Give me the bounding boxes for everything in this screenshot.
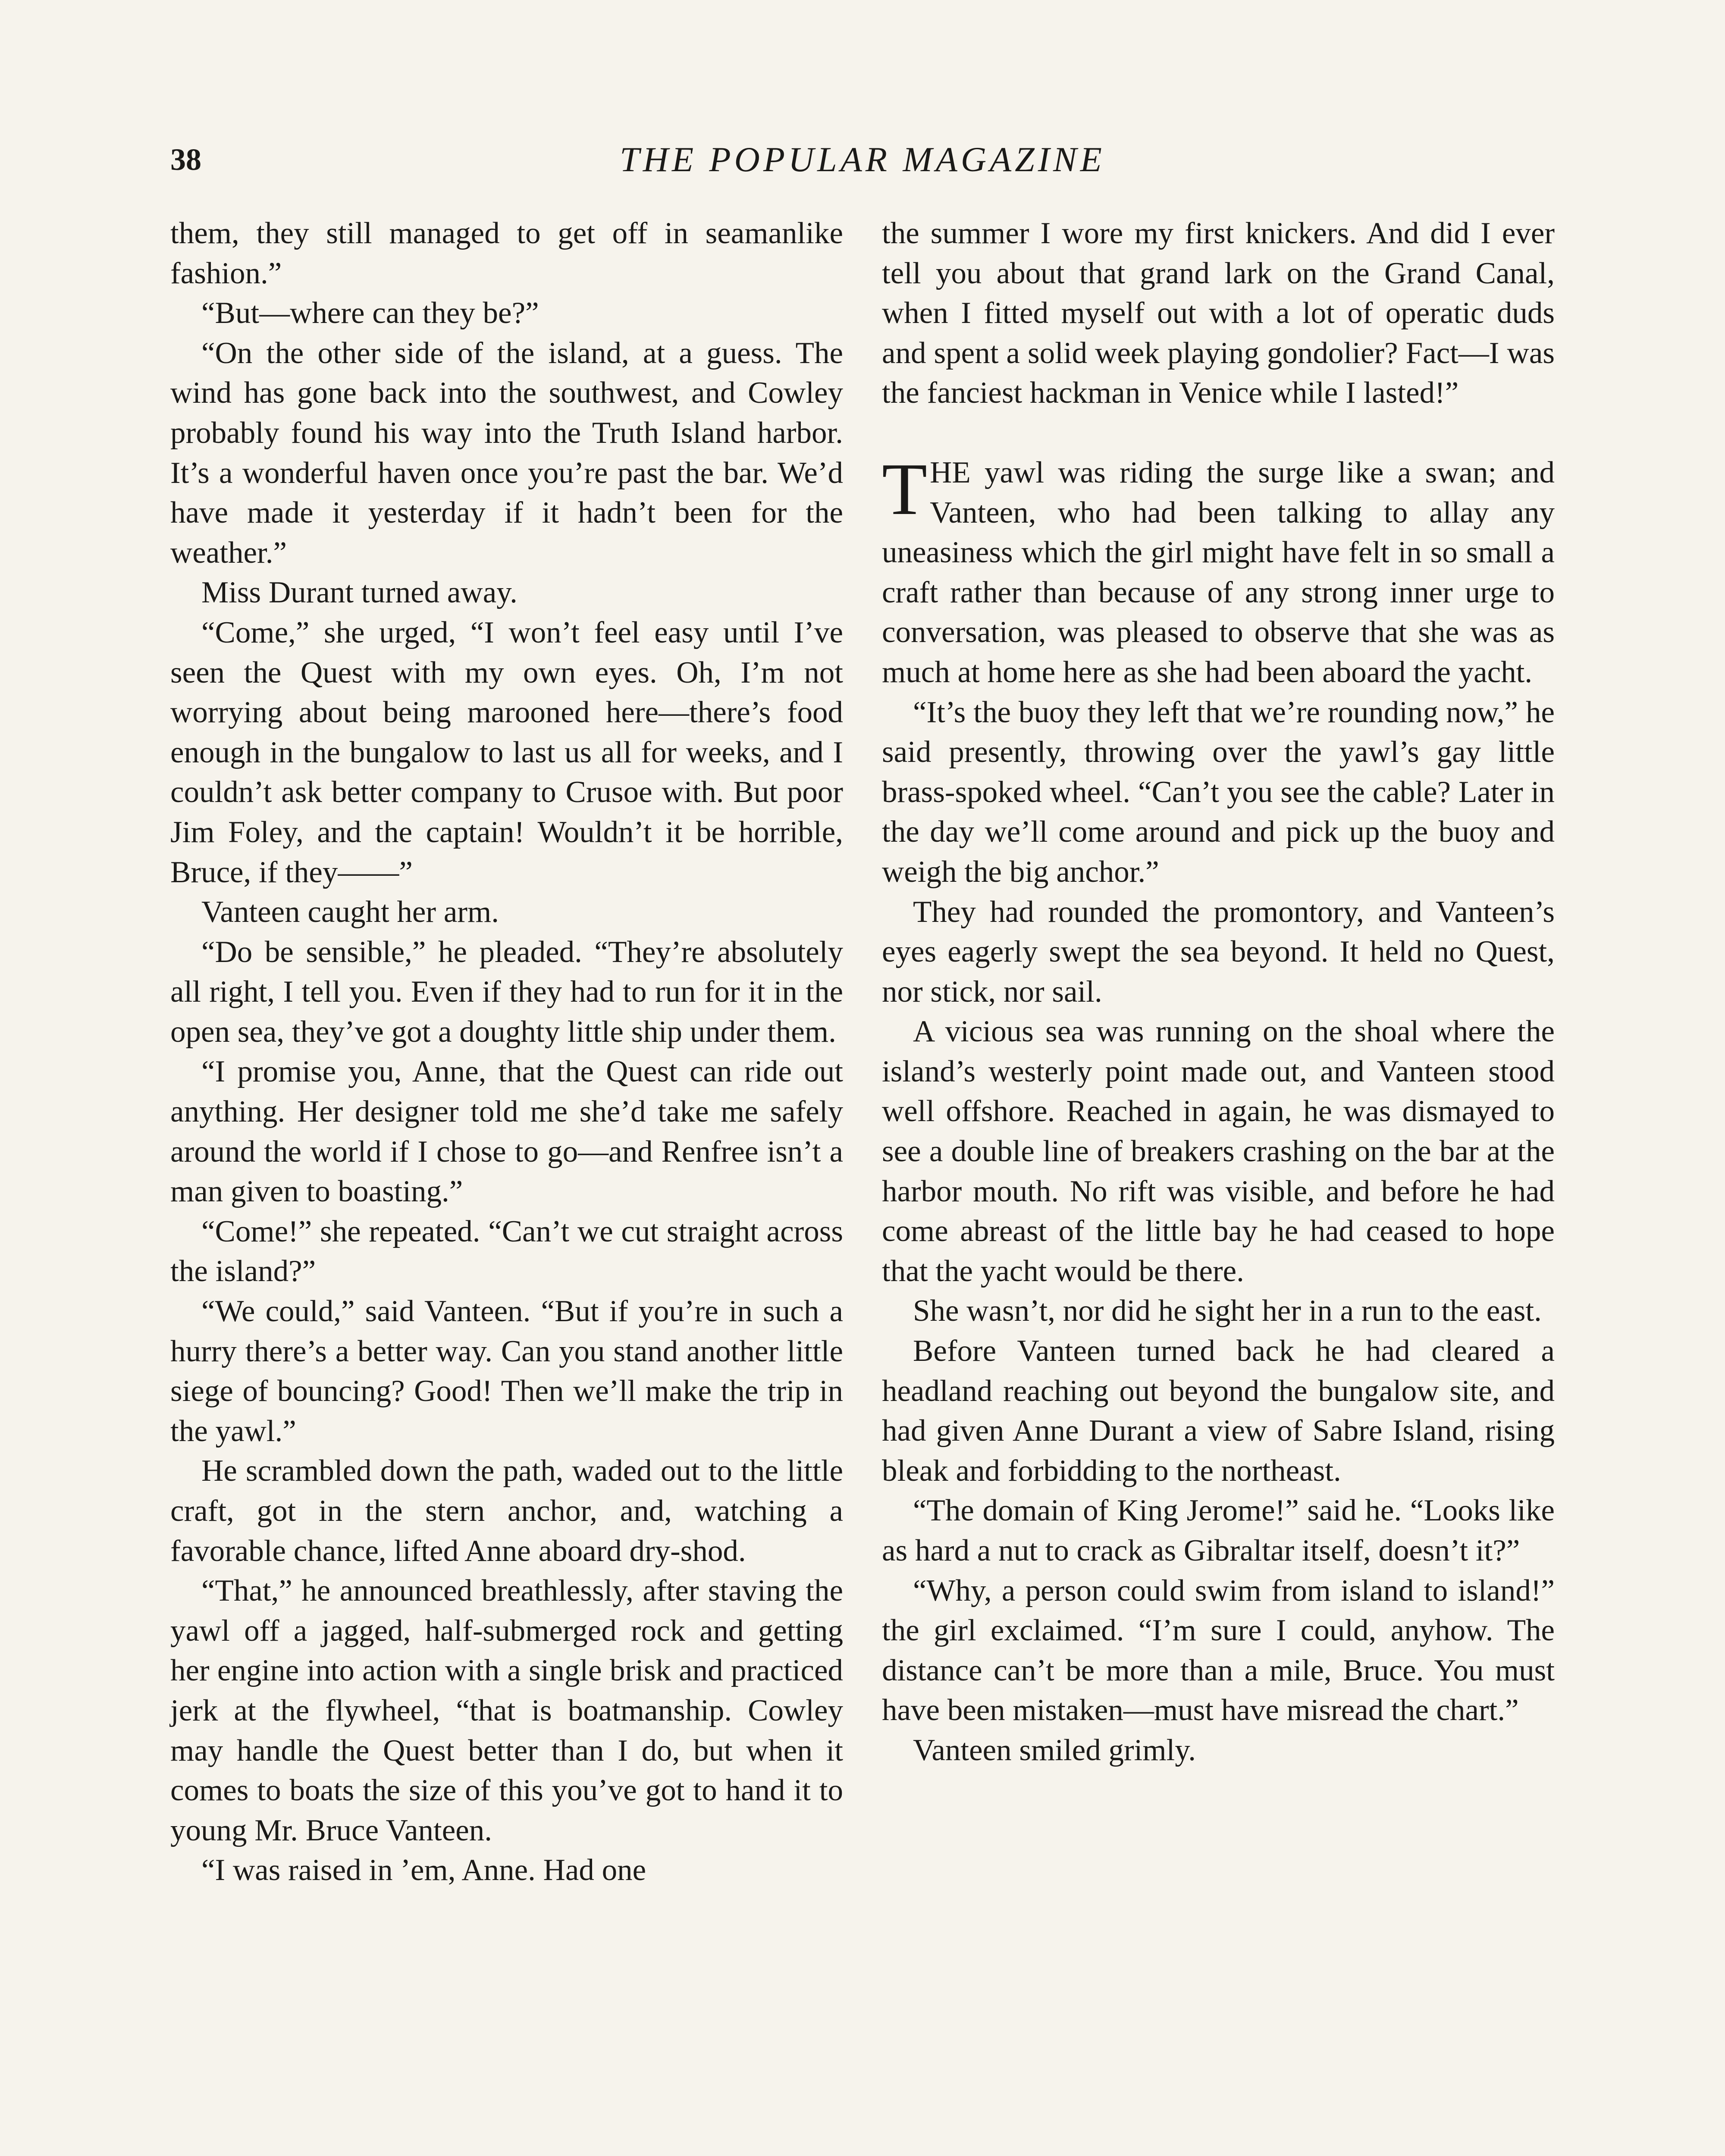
paragraph: Miss Durant turned away. [201,576,518,610]
running-title: THE POPULAR MAGAZINE [620,140,1105,179]
page-header [170,134,1555,185]
paragraph: the summer I wore my first knickers. And did I ever tell you about that grand lark on the Grand Canal, when I fitted myself out with a lot of operatic duds and spent a solid week playing gondolier? Fact—I was the fanciest hackman in Venice while I lasted!” [882,216,1555,410]
paragraph: “The domain of King Jerome!” said he. “Looks like as hard a nut to crack as Gibraltar itself, doesn’t it?” [882,1494,1555,1567]
paragraph: “It’s the buoy they left that we’re rounding now,” he said presently, throwing over the yawl’s gay little brass-spoked wheel. “Can’t you see the cable? Later in the day we’ll come around and pick up the buoy and weigh the big anchor.” [882,695,1555,889]
opening-small-caps: HE [930,455,971,489]
paragraph: “Come!” she repeated. “Can’t we cut straight across the island?” [170,1214,843,1288]
paragraph: “I was raised in ’em, Anne. Had one [201,1853,646,1887]
drop-cap: T [882,448,928,530]
paragraph: Vanteen caught her arm. [201,895,499,929]
paragraph: Vanteen smiled grimly. [913,1733,1196,1767]
paragraph: them, they still managed to get off in seamanlike fashion.” [170,216,843,290]
paragraph: “I promise you, Anne, that the Quest can ride out anything. Her designer told me she’d take me safely around the world if I chose to go—and Renfree isn’t a man given to boasting.” [170,1055,843,1209]
paragraph: “We could,” said Vanteen. “But if you’re in such a hurry there’s a better way. Can you stand another little siege of bouncing? Good! Then we’ll make the trip in the yawl.” [170,1294,843,1448]
paragraph: Before Vanteen turned back he had cleared a headland reaching out beyond the bungalow site, and had given Anne Durant a view of Sabre Island, rising bleak and forbidding to the northeast. [882,1334,1555,1488]
paragraph: “Do be sensible,” he pleaded. “They’re absolutely all right, I tell you. Even if they had to run for it in the open sea, they’ve got a doughty little ship under them. [170,935,843,1049]
paragraph: “On the other side of the island, at a guess. The wind has gone back into the southwest, and Cowley probably found his way into the Truth Island harbor. It’s a wonderful haven once you’re past the bar. We’d have made it yesterday if it hadn’t been for the weather.” [170,336,843,570]
page-number: 38 [170,142,201,177]
paragraph: “Come,” she urged, “I won’t feel easy until I’ve seen the Quest with my own eyes. Oh, I’m not worrying about being marooned here—there’s food enough in the bungalow to last us all for weeks, and I couldn’t ask better company to Crusoe with. But poor Jim Foley, and the captain! Wouldn’t it be horrible, Bruce, if they——” [170,615,843,889]
paragraph: “But—where can they be?” [201,296,539,330]
paragraph: He scrambled down the path, waded out to the little craft, got in the stern anchor, and, watching a favorable chance, lifted Anne aboard dry-shod. [170,1454,843,1568]
paragraph: “Why, a person could swim from island to island!” the girl exclaimed. “I’m sure I could, anyhow. The distance can’t be more than a mile, Bruce. You must have been mistaken—must have misread the chart.” [882,1573,1555,1727]
paragraph: A vicious sea was running on the shoal where the island’s westerly point made out, and Vanteen stood well offshore. Reached in again, he was dismayed to see a double line of breakers crashing on the bar at the harbor mouth. No rift was visible, and before he had come abreast of the little bay he had ceased to hope that the yacht would be there. [882,1015,1555,1288]
left-column [170,213,843,1890]
paragraph: “That,” he announced breathlessly, after staving the yawl off a jagged, half-submerged rock and getting her engine into action with a single brisk and practiced jerk at the flywheel, “that is boatmanship. Cowley may handle the Quest better than I do, but when it comes to boats the size of this you’ve got to hand it to young Mr. Bruce Vanteen. [170,1574,843,1847]
opening-text: yawl was riding the surge like a swan; and Vanteen, who had been talking to allay any uneasiness which the girl might have felt in so small a craft rather than because of any strong inner urge to conversation, was pleased to observe that she was as much at home here as she had been aboard the yacht. [882,455,1555,689]
paragraph: They had rounded the promontory, and Vanteen’s eyes eagerly swept the sea beyond. It held no Quest, nor stick, nor sail. [882,895,1555,1009]
paragraph: She wasn’t, nor did he sight her in a run to the east. [913,1294,1542,1328]
section-opening-paragraph [882,448,1555,693]
right-column [882,213,1555,1771]
